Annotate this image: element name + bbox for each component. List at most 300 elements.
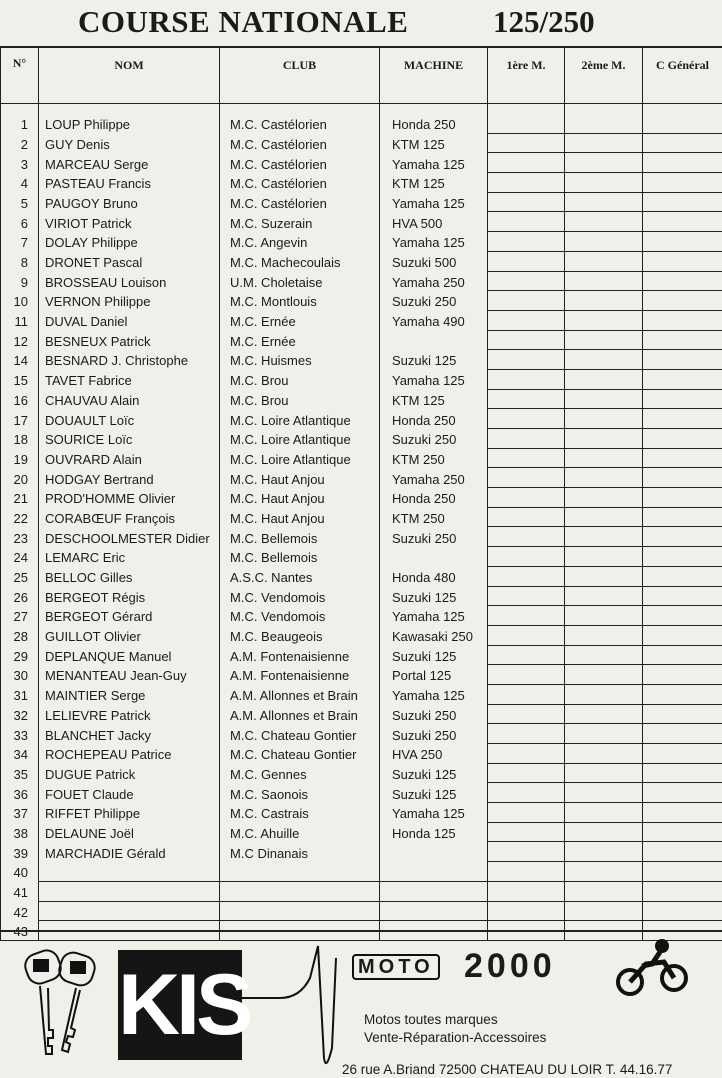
general-ranking-result	[643, 842, 722, 862]
second-race-result	[565, 232, 643, 252]
general-ranking-result	[643, 744, 722, 764]
first-race-result	[488, 232, 565, 252]
club-name: M.C. Montlouis	[220, 291, 380, 311]
second-race-result	[565, 153, 643, 173]
first-race-result	[488, 369, 565, 389]
table-body	[1, 104, 722, 941]
club-name: M.C. Loire Atlantique	[220, 409, 380, 429]
machine-name: Yamaha 125	[380, 684, 488, 704]
machine-name	[380, 901, 488, 921]
club-name: M.C. Machecoulais	[220, 251, 380, 271]
rider-name: DUVAL Daniel	[39, 310, 220, 330]
club-name: M.C. Huismes	[220, 350, 380, 370]
table-row	[1, 606, 722, 626]
rider-name: DOLAY Philippe	[39, 232, 220, 252]
general-ranking-result	[643, 429, 722, 449]
second-race-result	[565, 251, 643, 271]
first-race-result	[488, 684, 565, 704]
second-race-result	[565, 429, 643, 449]
table-row	[1, 192, 722, 212]
club-name: U.M. Choletaise	[220, 271, 380, 291]
entry-number: 37	[1, 803, 39, 823]
second-race-result	[565, 606, 643, 626]
entry-number: 39	[1, 842, 39, 862]
club-name: M.C. Chateau Gontier	[220, 744, 380, 764]
table-row	[1, 822, 722, 842]
table-row	[1, 153, 722, 173]
second-race-result	[565, 409, 643, 429]
first-race-result	[488, 566, 565, 586]
table-row	[1, 645, 722, 665]
second-race-result	[565, 192, 643, 212]
club-name	[220, 901, 380, 921]
machine-name: Suzuki 250	[380, 291, 488, 311]
rider-name: PAUGOY Bruno	[39, 192, 220, 212]
first-race-result	[488, 350, 565, 370]
machine-name: Suzuki 125	[380, 763, 488, 783]
general-ranking-result	[643, 566, 722, 586]
rider-name: TAVET Fabrice	[39, 369, 220, 389]
entry-number: 9	[1, 271, 39, 291]
rider-name: GUILLOT Olivier	[39, 625, 220, 645]
entry-number: 35	[1, 763, 39, 783]
table-row	[1, 251, 722, 271]
machine-name: KTM 250	[380, 448, 488, 468]
entry-number: 33	[1, 724, 39, 744]
rider-name: ROCHEPEAU Patrice	[39, 744, 220, 764]
table-row	[1, 488, 722, 508]
rider-name: SOURICE Loïc	[39, 429, 220, 449]
club-name: M.C. Haut Anjou	[220, 488, 380, 508]
club-name: M.C. Castrais	[220, 803, 380, 823]
club-name: M.C. Brou	[220, 369, 380, 389]
rider-name: OUVRARD Alain	[39, 448, 220, 468]
table-row	[1, 763, 722, 783]
second-race-result	[565, 763, 643, 783]
machine-name: Kawasaki 250	[380, 625, 488, 645]
rider-name: LELIEVRE Patrick	[39, 704, 220, 724]
general-ranking-result	[643, 488, 722, 508]
table-row	[1, 310, 722, 330]
rider-name: MARCEAU Serge	[39, 153, 220, 173]
club-name: M.C. Haut Anjou	[220, 507, 380, 527]
table-row	[1, 271, 722, 291]
table-row	[1, 862, 722, 882]
general-ranking-result	[643, 310, 722, 330]
rider-name: HODGAY Bertrand	[39, 468, 220, 488]
column-header-club: CLUB	[220, 47, 380, 104]
club-name: M.C. Angevin	[220, 232, 380, 252]
first-race-result	[488, 606, 565, 626]
first-race-result	[488, 429, 565, 449]
table-row	[1, 684, 722, 704]
club-name	[220, 881, 380, 901]
machine-name: Yamaha 125	[380, 153, 488, 173]
moto-wordmark: MOTO	[352, 954, 440, 980]
club-name: M.C. Haut Anjou	[220, 468, 380, 488]
table-row	[1, 803, 722, 823]
general-ranking-result	[643, 763, 722, 783]
entry-number: 27	[1, 606, 39, 626]
entry-number: 41	[1, 881, 39, 901]
keys-icon	[18, 942, 108, 1067]
machine-name: KTM 125	[380, 173, 488, 193]
rider-name	[39, 881, 220, 901]
club-name: M.C. Gennes	[220, 763, 380, 783]
second-race-result	[565, 881, 643, 901]
first-race-result	[488, 547, 565, 567]
general-ranking-result	[643, 665, 722, 685]
club-name: M.C. Bellemois	[220, 547, 380, 567]
table-row	[1, 369, 722, 389]
rider-name: DEPLANQUE Manuel	[39, 645, 220, 665]
first-race-result	[488, 173, 565, 193]
general-ranking-result	[643, 645, 722, 665]
second-race-result	[565, 133, 643, 153]
general-ranking-result	[643, 291, 722, 311]
first-race-result	[488, 468, 565, 488]
machine-name: Suzuki 250	[380, 704, 488, 724]
general-ranking-result	[643, 606, 722, 626]
rider-name: VIRIOT Patrick	[39, 212, 220, 232]
entry-number: 43	[1, 921, 39, 941]
second-race-result	[565, 803, 643, 823]
advertisement-footer	[0, 930, 722, 1077]
general-ranking-result	[643, 212, 722, 232]
general-ranking-result	[643, 881, 722, 901]
machine-name: Honda 125	[380, 822, 488, 842]
second-race-result	[565, 665, 643, 685]
club-name: A.S.C. Nantes	[220, 566, 380, 586]
general-ranking-result	[643, 803, 722, 823]
general-ranking-result	[643, 783, 722, 803]
entry-number: 14	[1, 350, 39, 370]
rider-name: LEMARC Eric	[39, 547, 220, 567]
first-race-result	[488, 448, 565, 468]
second-race-result	[565, 566, 643, 586]
moto-address: 26 rue A.Briand 72500 CHATEAU DU LOIR T. 44.16.77	[342, 1062, 672, 1077]
entry-number: 28	[1, 625, 39, 645]
machine-name: Honda 250	[380, 104, 488, 134]
table-row	[1, 291, 722, 311]
first-race-result	[488, 763, 565, 783]
club-name: M.C. Brou	[220, 389, 380, 409]
entry-number: 17	[1, 409, 39, 429]
first-race-result	[488, 291, 565, 311]
second-race-result	[565, 104, 643, 134]
rider-name: DOUAULT Loïc	[39, 409, 220, 429]
second-race-result	[565, 547, 643, 567]
entry-number: 16	[1, 389, 39, 409]
page-header	[0, 0, 722, 46]
club-name: M.C. Loire Atlantique	[220, 448, 380, 468]
machine-name: Suzuki 125	[380, 586, 488, 606]
first-race-result	[488, 842, 565, 862]
second-race-result	[565, 645, 643, 665]
entry-number: 3	[1, 153, 39, 173]
table-row	[1, 547, 722, 567]
second-race-result	[565, 291, 643, 311]
first-race-result	[488, 330, 565, 350]
table-row	[1, 901, 722, 921]
entry-number: 2	[1, 133, 39, 153]
page-title: COURSE NATIONALE	[78, 2, 408, 42]
rider-name: BERGEOT Régis	[39, 586, 220, 606]
entry-number: 31	[1, 684, 39, 704]
decorative-line	[240, 938, 360, 1078]
entry-number: 29	[1, 645, 39, 665]
general-ranking-result	[643, 173, 722, 193]
club-name: A.M. Allonnes et Brain	[220, 684, 380, 704]
first-race-result	[488, 389, 565, 409]
rider-name: MENANTEAU Jean-Guy	[39, 665, 220, 685]
machine-name	[380, 862, 488, 882]
first-race-result	[488, 133, 565, 153]
table-row	[1, 133, 722, 153]
general-ranking-result	[643, 330, 722, 350]
entry-number: 7	[1, 232, 39, 252]
entry-number: 4	[1, 173, 39, 193]
rider-name: VERNON Philippe	[39, 291, 220, 311]
general-ranking-result	[643, 448, 722, 468]
second-race-result	[565, 744, 643, 764]
club-name: M.C. Suzerain	[220, 212, 380, 232]
general-ranking-result	[643, 468, 722, 488]
second-race-result	[565, 586, 643, 606]
first-race-result	[488, 488, 565, 508]
first-race-result	[488, 783, 565, 803]
entry-number: 18	[1, 429, 39, 449]
second-race-result	[565, 862, 643, 882]
second-race-result	[565, 783, 643, 803]
entry-number: 34	[1, 744, 39, 764]
general-ranking-result	[643, 104, 722, 134]
table-row	[1, 842, 722, 862]
moto2000-logo	[352, 946, 602, 992]
rider-name: DUGUE Patrick	[39, 763, 220, 783]
club-name	[220, 862, 380, 882]
second-race-result	[565, 507, 643, 527]
machine-name: Honda 250	[380, 488, 488, 508]
rider-name: CORABŒUF François	[39, 507, 220, 527]
general-ranking-result	[643, 862, 722, 882]
first-race-result	[488, 271, 565, 291]
general-ranking-result	[643, 232, 722, 252]
table-row	[1, 881, 722, 901]
second-race-result	[565, 822, 643, 842]
machine-name: KTM 250	[380, 507, 488, 527]
rider-name: BLANCHET Jacky	[39, 724, 220, 744]
first-race-result	[488, 803, 565, 823]
second-race-result	[565, 271, 643, 291]
column-header-second-race: 2ème M.	[565, 47, 643, 104]
rider-name: PROD'HOMME Olivier	[39, 488, 220, 508]
rider-name: CHAUVAU Alain	[39, 389, 220, 409]
machine-name: Suzuki 250	[380, 429, 488, 449]
general-ranking-result	[643, 684, 722, 704]
table-row	[1, 409, 722, 429]
entry-number: 42	[1, 901, 39, 921]
general-ranking-result	[643, 586, 722, 606]
rider-name: DELAUNE Joël	[39, 822, 220, 842]
machine-name	[380, 842, 488, 862]
second-race-result	[565, 173, 643, 193]
first-race-result	[488, 724, 565, 744]
table-header-row	[1, 47, 722, 104]
second-race-result	[565, 488, 643, 508]
club-name: M.C. Ernée	[220, 330, 380, 350]
first-race-result	[488, 507, 565, 527]
first-race-result	[488, 212, 565, 232]
first-race-result	[488, 645, 565, 665]
race-class: 125/250	[493, 2, 595, 42]
general-ranking-result	[643, 133, 722, 153]
machine-name: Yamaha 490	[380, 310, 488, 330]
table-row	[1, 330, 722, 350]
club-name: M.C. Ernée	[220, 310, 380, 330]
machine-name: Yamaha 125	[380, 803, 488, 823]
first-race-result	[488, 153, 565, 173]
entry-number: 40	[1, 862, 39, 882]
table-row	[1, 389, 722, 409]
second-race-result	[565, 724, 643, 744]
club-name: M.C. Castélorien	[220, 173, 380, 193]
table-row	[1, 704, 722, 724]
column-header-name: NOM	[39, 47, 220, 104]
club-name: M.C. Castélorien	[220, 104, 380, 134]
second-race-result	[565, 350, 643, 370]
club-name: M.C. Chateau Gontier	[220, 724, 380, 744]
first-race-result	[488, 586, 565, 606]
club-name: M.C. Bellemois	[220, 527, 380, 547]
general-ranking-result	[643, 192, 722, 212]
first-race-result	[488, 409, 565, 429]
club-name: M.C. Saonois	[220, 783, 380, 803]
general-ranking-result	[643, 409, 722, 429]
rider-name: MAINTIER Serge	[39, 684, 220, 704]
machine-name: Yamaha 125	[380, 232, 488, 252]
machine-name: Yamaha 125	[380, 192, 488, 212]
second-race-result	[565, 448, 643, 468]
entry-number: 11	[1, 310, 39, 330]
club-name: M.C. Beaugeois	[220, 625, 380, 645]
entry-number: 15	[1, 369, 39, 389]
rider-name	[39, 901, 220, 921]
machine-name: Portal 125	[380, 665, 488, 685]
entry-number: 26	[1, 586, 39, 606]
general-ranking-result	[643, 251, 722, 271]
entry-number: 24	[1, 547, 39, 567]
rider-name: DESCHOOLMESTER Didier	[39, 527, 220, 547]
machine-name: Yamaha 250	[380, 271, 488, 291]
table-row	[1, 232, 722, 252]
entry-number: 5	[1, 192, 39, 212]
rider-name: BESNEUX Patrick	[39, 330, 220, 350]
entry-number: 23	[1, 527, 39, 547]
first-race-result	[488, 310, 565, 330]
entry-number: 8	[1, 251, 39, 271]
second-race-result	[565, 842, 643, 862]
general-ranking-result	[643, 901, 722, 921]
table-row	[1, 744, 722, 764]
table-row	[1, 507, 722, 527]
machine-name: HVA 250	[380, 744, 488, 764]
rider-name	[39, 862, 220, 882]
general-ranking-result	[643, 625, 722, 645]
second-race-result	[565, 389, 643, 409]
moto-tagline-services: Vente-Réparation-Accessoires	[364, 1030, 546, 1045]
general-ranking-result	[643, 704, 722, 724]
entry-number: 19	[1, 448, 39, 468]
table-row	[1, 468, 722, 488]
second-race-result	[565, 527, 643, 547]
first-race-result	[488, 901, 565, 921]
first-race-result	[488, 704, 565, 724]
second-race-result	[565, 310, 643, 330]
general-ranking-result	[643, 507, 722, 527]
second-race-result	[565, 901, 643, 921]
machine-name: Suzuki 250	[380, 527, 488, 547]
entry-number: 21	[1, 488, 39, 508]
machine-name: Suzuki 125	[380, 645, 488, 665]
entry-number: 1	[1, 104, 39, 134]
rider-name: FOUET Claude	[39, 783, 220, 803]
table-row	[1, 586, 722, 606]
club-name: M.C. Castélorien	[220, 153, 380, 173]
general-ranking-result	[643, 527, 722, 547]
club-name: M.C. Loire Atlantique	[220, 429, 380, 449]
table-row	[1, 212, 722, 232]
table-row	[1, 724, 722, 744]
second-race-result	[565, 468, 643, 488]
first-race-result	[488, 251, 565, 271]
entry-number: 22	[1, 507, 39, 527]
club-name: M.C Dinanais	[220, 842, 380, 862]
general-ranking-result	[643, 389, 722, 409]
first-race-result	[488, 881, 565, 901]
machine-name: Honda 480	[380, 566, 488, 586]
entry-list-table	[0, 46, 722, 941]
rider-name: GUY Denis	[39, 133, 220, 153]
column-header-general-ranking: C Général	[643, 47, 722, 104]
machine-name: Yamaha 125	[380, 369, 488, 389]
table-row	[1, 566, 722, 586]
second-race-result	[565, 369, 643, 389]
kis-logo: KIS	[118, 950, 242, 1060]
entry-number: 36	[1, 783, 39, 803]
table-row	[1, 350, 722, 370]
general-ranking-result	[643, 547, 722, 567]
club-name: M.C. Vendomois	[220, 606, 380, 626]
table-row	[1, 527, 722, 547]
entry-number: 12	[1, 330, 39, 350]
table-row	[1, 104, 722, 134]
table-row	[1, 625, 722, 645]
table-row	[1, 448, 722, 468]
rider-name: BROSSEAU Louison	[39, 271, 220, 291]
table-row	[1, 665, 722, 685]
general-ranking-result	[643, 369, 722, 389]
moto-tagline-brands: Motos toutes marques	[364, 1012, 498, 1027]
machine-name	[380, 330, 488, 350]
machine-name: KTM 125	[380, 133, 488, 153]
moto-number: 2000	[464, 946, 556, 986]
rider-name: RIFFET Philippe	[39, 803, 220, 823]
second-race-result	[565, 684, 643, 704]
table-row	[1, 173, 722, 193]
rider-name: MARCHADIE Gérald	[39, 842, 220, 862]
general-ranking-result	[643, 271, 722, 291]
